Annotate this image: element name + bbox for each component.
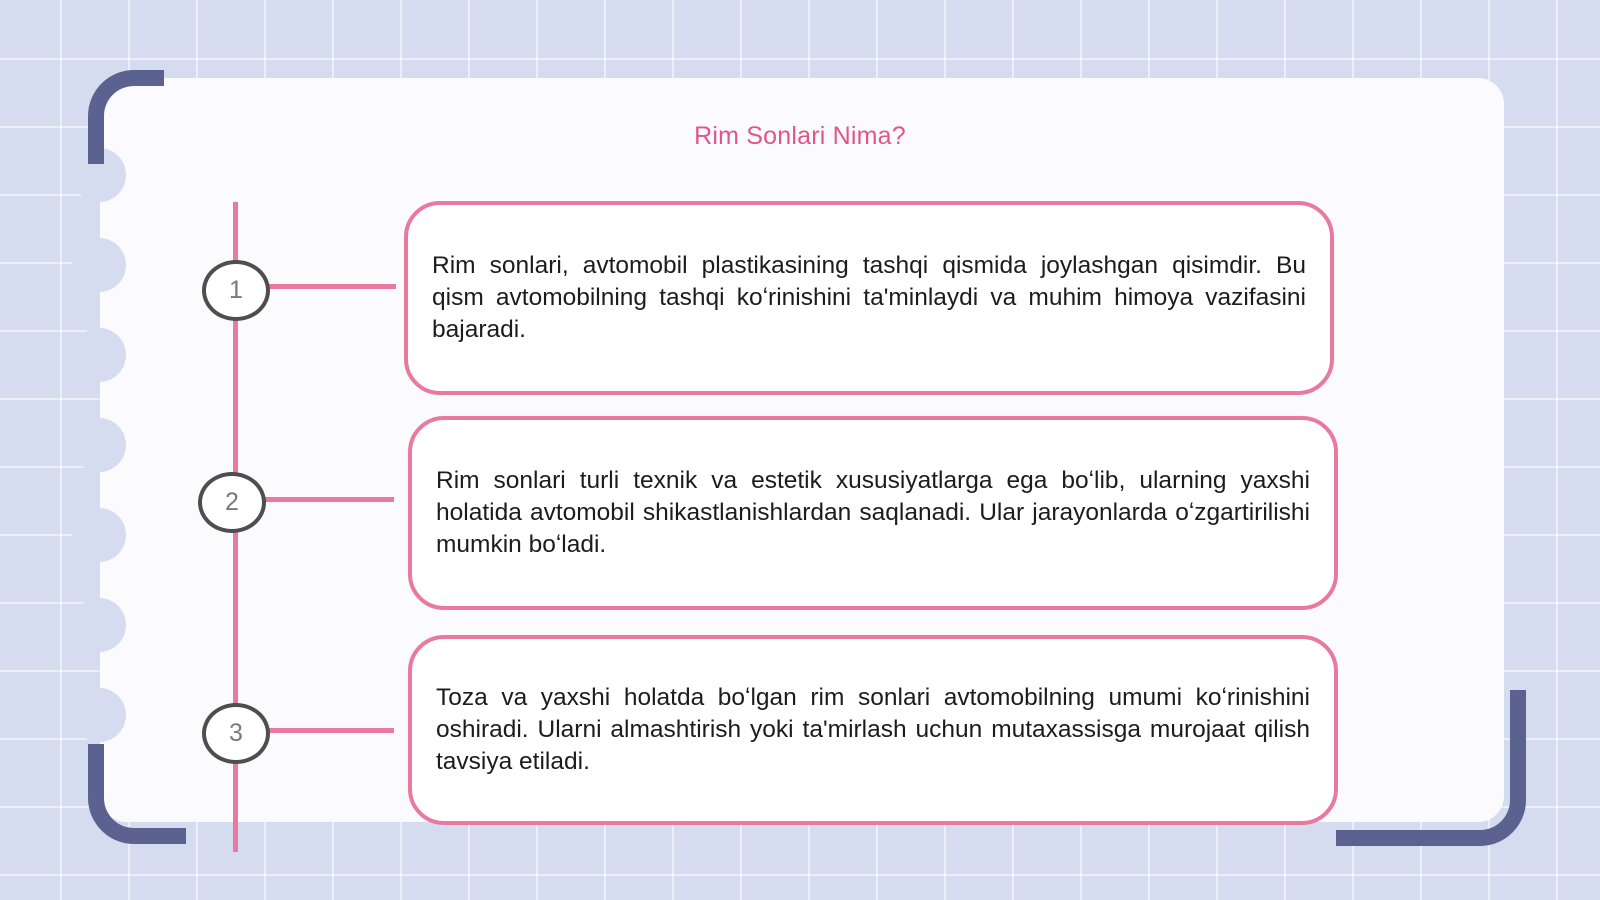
notebook-hole <box>72 418 126 472</box>
step-number-label: 3 <box>229 719 243 747</box>
step-number-2 <box>198 472 266 533</box>
notebook-hole <box>72 508 126 562</box>
step-card-2 <box>408 416 1338 610</box>
step-card-1 <box>404 201 1334 395</box>
step-text-3: Toza va yaxshi holatda boʻlgan rim sonlari avtomobilning umumi koʻrinishini oshiradi. Ularni almashtirish yoki ta'mirlash uchun mutaxassisga murojaat qilish tavsiya etiladi. <box>436 684 1310 775</box>
notebook-hole <box>72 328 126 382</box>
page-title: Rim Sonlari Nima? <box>694 122 906 150</box>
step-card-3 <box>408 635 1338 825</box>
step-connector-1 <box>266 284 396 289</box>
step-number-label: 2 <box>225 488 239 516</box>
notebook-hole <box>72 238 126 292</box>
step-number-1 <box>202 260 270 321</box>
step-text-2: Rim sonlari turli texnik va estetik xususiyatlarga ega boʻlib, ularning yaxshi holatida avtomobil shikastlanishlardan saqlanadi. Ular jarayonlarda oʻzgartirilishi mumkin boʻladi. <box>436 467 1310 558</box>
step-number-3 <box>202 703 270 764</box>
corner-bracket-bottom-right <box>1336 690 1526 846</box>
step-number-label: 1 <box>229 276 243 304</box>
corner-bracket-bottom-left <box>88 744 186 844</box>
step-text-1: Rim sonlari, avtomobil plastikasining tashqi qismida joylashgan qisimdir. Bu qism avtomobilning tashqi koʻrinishini ta'minlaydi va muhim himoya vazifasini bajaradi. <box>432 252 1306 343</box>
notebook-hole <box>72 688 126 742</box>
notebook-hole <box>72 598 126 652</box>
step-connector-2 <box>262 497 394 502</box>
step-connector-3 <box>266 728 394 733</box>
